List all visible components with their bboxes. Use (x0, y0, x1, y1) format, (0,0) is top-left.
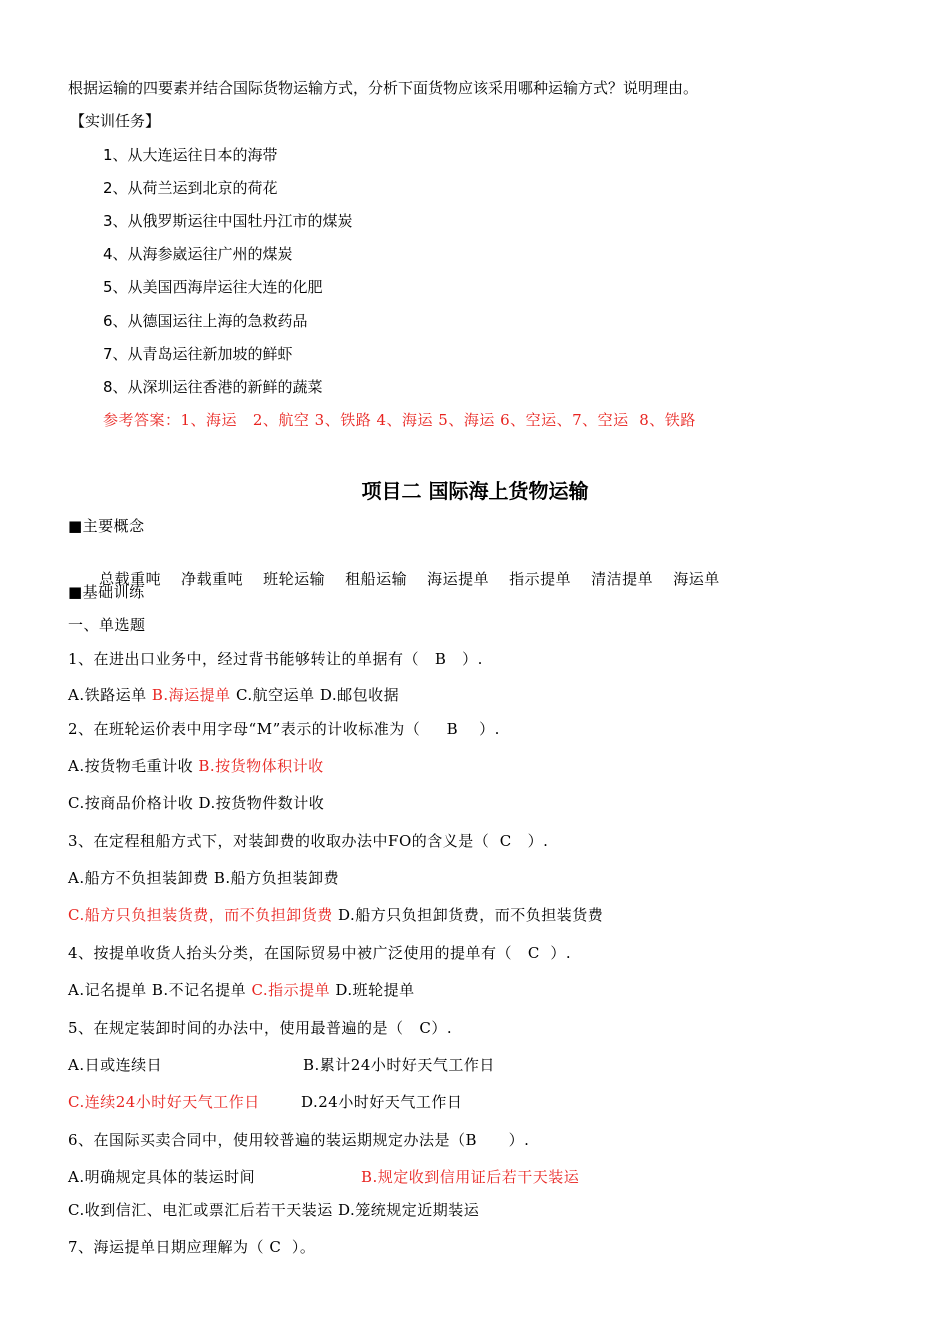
concept-term: 净载重吨 (181, 570, 244, 588)
concept-term: 海运单 (673, 570, 720, 588)
question-5-option-a: A.日或连续日 (68, 1056, 163, 1074)
correct-option: C.指示提单 (251, 981, 331, 999)
question-3-options-cd (68, 905, 603, 925)
question-7: 7、海运提单日期应理解为（ C ）。 (68, 1238, 316, 1256)
option-a: A.铁路运单 (68, 686, 152, 704)
task-item: 5、从美国西海岸运往大连的化肥 (103, 278, 323, 296)
task-item: 7、从青岛运往新加坡的鲜虾 (103, 345, 293, 363)
question-2-options-cd: C.按商品价格计收 D.按货物件数计收 (68, 794, 325, 812)
question-5: 5、在规定装卸时间的办法中，使用最普遍的是（ C）. (68, 1019, 453, 1037)
question-3: 3、在定程租船方式下，对装卸费的收取办法中FO的含义是（ C ）. (68, 832, 549, 850)
concept-term: 指示提单 (509, 570, 572, 588)
question-5-option-b: B.累计24小时好天气工作日 (303, 1056, 495, 1074)
training-header: ■基础训练 (68, 583, 145, 601)
correct-option: C.连续24小时好天气工作日 (68, 1093, 260, 1111)
correct-option: B.海运提单 (151, 686, 231, 704)
question-4-options (68, 980, 415, 1000)
section-single-choice: 一、单选题 (68, 616, 146, 634)
task-item: 4、从海参崴运往广州的煤炭 (103, 245, 293, 263)
concept-term: 租船运输 (345, 570, 408, 588)
option-ab: A.记名提单 B.不记名提单 (68, 981, 252, 999)
question-1-options (68, 685, 399, 705)
task-item: 3、从俄罗斯运往中国牡丹江市的煤炭 (103, 212, 353, 230)
concept-term: 海运提单 (427, 570, 490, 588)
question-2-options-ab (68, 756, 324, 776)
task-item: 2、从荷兰运到北京的荷花 (103, 179, 278, 197)
concepts-header: ■主要概念 (68, 517, 145, 535)
correct-option: C.船方只负担装货费，而不负担卸货费 (68, 906, 333, 924)
question-2: 2、在班轮运价表中用字母“M”表示的计收标准为（ B ）. (68, 720, 500, 738)
option-a: A.按货物毛重计收 (68, 757, 199, 775)
task-item: 6、从德国运往上海的急救药品 (103, 312, 308, 330)
concepts-list (78, 549, 740, 609)
reference-answer: 参考答案：1、海运 2、航空 3、铁路 4、海运 5、海运 6、空运、7、空运 8、铁路 (103, 411, 696, 429)
task-item: 8、从深圳运往香港的新鲜的蔬菜 (103, 378, 323, 396)
question-4: 4、按提单收货人抬头分类，在国际贸易中被广泛使用的提单有（ C ）. (68, 944, 572, 962)
option-d: D.船方只负担卸货费，而不负担装货费 (332, 906, 604, 924)
question-6: 6、在国际买卖合同中，使用较普遍的装运期规定办法是（B ）. (68, 1131, 530, 1149)
intro-paragraph: 根据运输的四要素并结合国际货物运输方式，分析下面货物应该采用哪种运输方式？说明理由。 (68, 79, 699, 97)
correct-option: B.规定收到信用证后若干天装运 (361, 1168, 580, 1186)
question-3-options-ab: A.船方不负担装卸费 B.船方负担装卸费 (68, 869, 340, 887)
concept-term: 班轮运输 (263, 570, 326, 588)
correct-option: B.按货物体积计收 (198, 757, 324, 775)
task-item: 1、从大连运往日本的海带 (103, 146, 278, 164)
question-5-option-d: D.24小时好天气工作日 (301, 1093, 463, 1111)
concept-term: 总载重吨 (99, 570, 162, 588)
project-title: 项目二 国际海上货物运输 (361, 479, 589, 503)
question-6-option-a: A.明确规定具体的装运时间 (68, 1168, 256, 1186)
question-1: 1、在进出口业务中，经过背书能够转让的单据有（ B ）. (68, 650, 483, 668)
option-cd: C.航空运单 D.邮包收据 (230, 686, 400, 704)
concept-term: 清洁提单 (591, 570, 654, 588)
question-6-options-cd: C.收到信汇、电汇或票汇后若干天装运 D.笼统规定近期装运 (68, 1201, 480, 1219)
task-header: 【实训任务】 (70, 112, 161, 130)
option-d: D.班轮提单 (330, 981, 415, 999)
